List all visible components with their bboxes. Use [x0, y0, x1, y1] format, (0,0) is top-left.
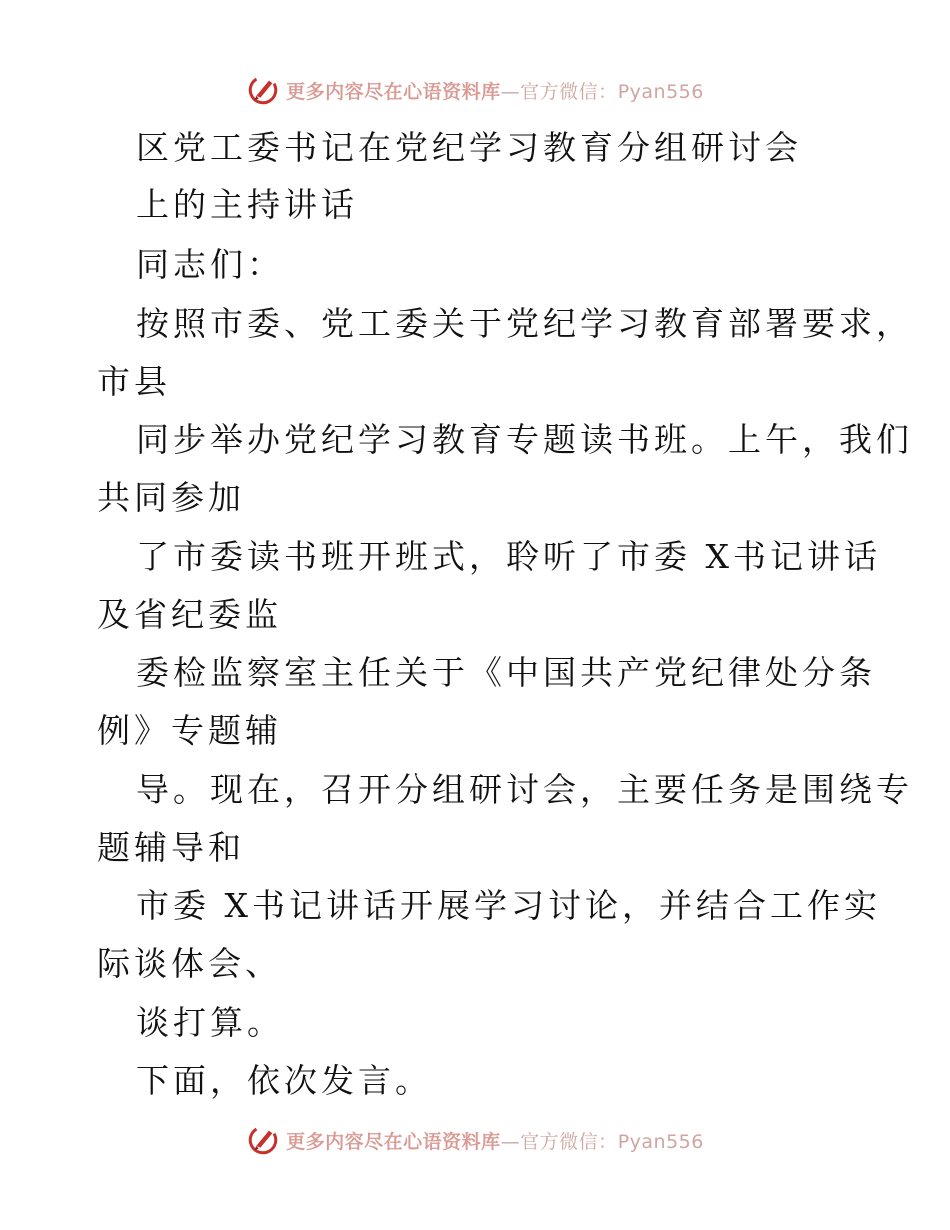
- paragraph-line: 题辅导和: [97, 828, 245, 867]
- watermark-wechat-label: 官方微信：: [520, 80, 618, 103]
- watermark-brand: 更多内容尽在心语资料库: [286, 80, 501, 103]
- watermark-brand: 更多内容尽在心语资料库: [286, 1130, 501, 1153]
- watermark-separator: —: [500, 80, 521, 103]
- paragraph-line: 谈打算。: [136, 1003, 284, 1042]
- watermark-wechat-id: Pyan556: [617, 80, 704, 103]
- paragraph-line: 按照市委、党工委关于党纪学习教育部署要求，: [136, 304, 913, 343]
- paragraph-line: 下面，依次发言。: [136, 1061, 432, 1100]
- paragraph-line: 及省纪委监: [97, 595, 282, 634]
- pen-swirl-logo-icon: [246, 1123, 280, 1157]
- paragraph-line: 委检监察室主任关于《中国共产党纪律处分条: [136, 653, 876, 692]
- footer-watermark: [0, 1120, 950, 1160]
- paragraph-line: 际谈体会、: [97, 944, 282, 983]
- paragraph-line: 导。现在，召开分组研讨会，主要任务是围绕专: [136, 770, 913, 809]
- watermark-wechat-label: 官方微信：: [520, 1130, 618, 1153]
- watermark-wechat-id: Pyan556: [617, 1130, 704, 1153]
- watermark-text: [286, 77, 704, 104]
- pen-swirl-logo-icon: [246, 73, 280, 107]
- document-title-line-1: 区党工委书记在党纪学习教育分组研讨会: [136, 128, 802, 167]
- paragraph-line: 市委 X书记讲话开展学习讨论，并结合工作实: [136, 886, 881, 925]
- paragraph-line: 市县: [97, 362, 171, 401]
- watermark-separator: —: [500, 1130, 521, 1153]
- paragraph-line: 了市委读书班开班式，聆听了市委 X书记讲话: [136, 537, 881, 576]
- document-title-line-2: 上的主持讲话: [136, 185, 358, 224]
- paragraph-line: 同步举办党纪学习教育专题读书班。上午，我们: [136, 420, 913, 459]
- header-watermark: [0, 70, 950, 110]
- paragraph-line: 例》专题辅: [97, 711, 282, 750]
- salutation: 同志们：: [136, 245, 284, 284]
- paragraph-line: 共同参加: [97, 478, 245, 517]
- watermark-text: [286, 1127, 704, 1154]
